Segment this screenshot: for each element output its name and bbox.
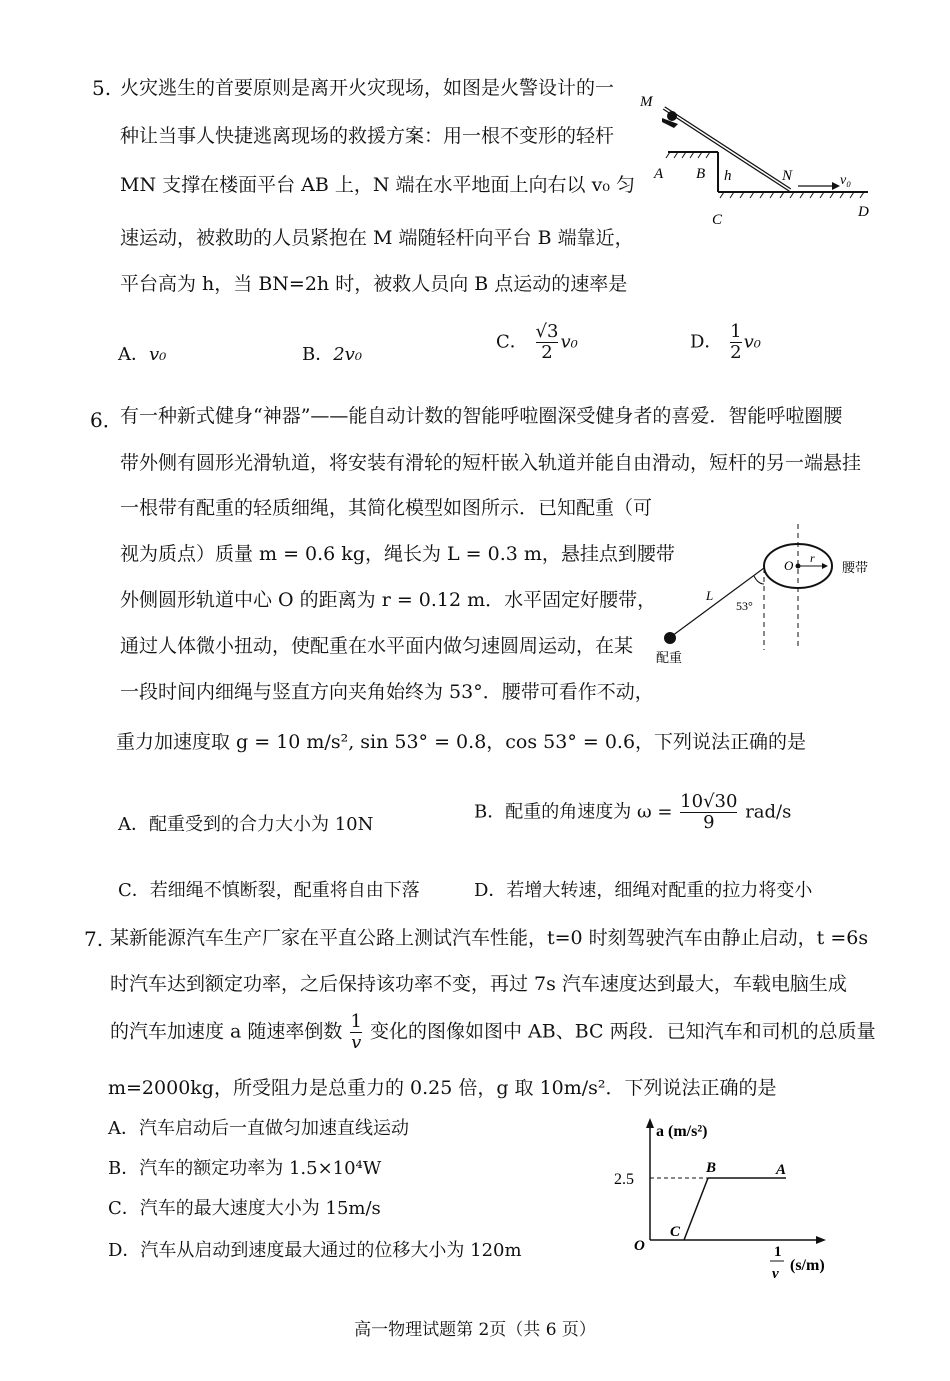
q5-number: 5.	[92, 76, 112, 100]
q5-label-A: A	[654, 166, 664, 182]
q5-label-C: C	[712, 212, 723, 228]
q6-label-O: O	[784, 558, 794, 573]
q5-label-M: M	[640, 94, 653, 110]
q7-option-c: C．汽车的最大速度大小为 15m/s	[108, 1198, 381, 1219]
q5-figure	[640, 88, 880, 233]
q7-line-3: 的汽车加速度 a 随速率倒数 $\frac{1}{v}$ 变化的图像如图中 AB、BC 两段．已知汽车和司机的总质量	[110, 1011, 876, 1053]
q6-option-d: D．若增大转速，细绳对配重的拉力将变小	[474, 880, 813, 901]
q6-label-belt: 腰带	[842, 560, 869, 575]
q7-option-a: A．汽车启动后一直做匀加速直线运动	[108, 1118, 409, 1139]
q5-line-3: MN 支撑在楼面平台 AB 上，N 端在水平地面上向右以 v₀ 匀	[120, 174, 635, 196]
q5-option-c-fraction: $\frac{√3}{2}$	[535, 321, 559, 363]
q7-option-d: D．汽车从启动到速度最大通过的位移大小为 120m	[108, 1240, 522, 1261]
q7-line-3-fraction: $\frac{1}{v}$	[350, 1011, 362, 1053]
q6-figure	[650, 524, 890, 669]
q5-label-h: h	[724, 168, 732, 184]
q6-line-5: 外侧圆形轨道中心 O 的距离为 r = 0.12 m．水平固定好腰带，	[120, 589, 657, 611]
q5-line-1: 火灾逃生的首要原则是离开火灾现场，如图是火警设计的一	[120, 77, 615, 99]
q7-y-tick: 2.5	[614, 1171, 634, 1188]
q6-line-2: 带外侧有圆形光滑轨道，将安装有滑轮的短杆嵌入轨道并能自由滑动，短杆的另一端悬挂	[120, 452, 862, 474]
q7-line-1: 某新能源汽车生产厂家在平直公路上测试汽车性能，t=0 时刻驾驶汽车由静止启动，t =6s	[110, 927, 869, 949]
q5-label-v0: v₀	[840, 173, 852, 188]
q6-weight	[664, 632, 676, 644]
q5-line-5: 平台高为 h，当 BN=2h 时，被救人员向 B 点运动的速率是	[120, 273, 628, 295]
q6-option-c: C．若细绳不慎断裂，配重将自由下落	[118, 880, 420, 901]
q6-option-b: B．配重的角速度为 ω = $\frac{10√30}{9}$ rad/s	[474, 791, 792, 833]
q7-line-2: 时汽车达到额定功率，之后保持该功率不变，再过 7s 汽车速度达到最大，车载电脑生成	[110, 973, 847, 995]
q7-origin: O	[634, 1238, 645, 1254]
q7-graph	[600, 1116, 850, 1286]
q6-option-a: A．配重受到的合力大小为 10N	[118, 814, 374, 835]
q5-option-b: B．2v₀	[302, 344, 363, 365]
q5-label-B: B	[696, 166, 706, 182]
q5-line-4: 速运动，被救助的人员紧抱在 M 端随轻杆向平台 B 端靠近，	[120, 227, 634, 249]
q7-label-C: C	[670, 1224, 681, 1240]
q5-option-d-fraction: $\frac{1}{2}$	[730, 321, 742, 363]
q5-option-c: C． $\frac{√3}{2}$ v₀	[496, 321, 578, 363]
q7-line-4: m=2000kg，所受阻力是总重力的 0.25 倍，g 取 10m/s²．下列说法正确的是	[108, 1077, 777, 1099]
q5-option-a: A．v₀	[118, 344, 167, 365]
q7-label-A: A	[776, 1162, 787, 1178]
q6-line-4: 视为质点）质量 m = 0.6 kg，绳长为 L = 0.3 m，悬挂点到腰带	[120, 543, 675, 565]
q7-segment-bc	[684, 1178, 708, 1240]
q6-line-6: 通过人体微小扭动，使配重在水平面内做匀速圆周运动，在某	[120, 635, 634, 657]
q5-label-D: D	[858, 204, 869, 220]
q5-line-2: 种让当事人快捷逃离现场的救援方案：用一根不变形的轻杆	[120, 125, 615, 147]
q6-option-b-fraction: $\frac{10√30}{9}$	[680, 791, 738, 833]
q6-label-r: r	[810, 551, 815, 565]
q6-label-weight: 配重	[656, 650, 683, 665]
q7-x-label-num: 1	[774, 1244, 782, 1260]
q7-label-B: B	[706, 1160, 717, 1176]
q7-y-axis-label: a (m/s²)	[656, 1123, 708, 1140]
q5-label-N: N	[782, 168, 793, 184]
q6-line-3: 一根带有配重的轻质细绳，其简化模型如图所示．已知配重（可	[120, 497, 653, 519]
q7-option-b: B．汽车的额定功率为 1.5×10⁴W	[108, 1158, 382, 1179]
q6-line-1: 有一种新式健身“神器”——能自动计数的智能呼啦圈深受健身者的喜爱．智能呼啦圈腰	[120, 405, 843, 427]
q6-number: 6．	[90, 408, 123, 432]
q7-x-label-den: v	[772, 1266, 779, 1282]
q6-label-angle: 53°	[736, 599, 753, 613]
q7-x-label-unit: (s/m)	[790, 1257, 825, 1274]
q5-option-d: D． $\frac{1}{2}$ v₀	[690, 321, 762, 363]
q7-number: 7.	[84, 927, 104, 951]
page-footer: 高一物理试题第 2页（共 6 页）	[354, 1320, 596, 1340]
q6-line-8: 重力加速度取 g = 10 m/s², sin 53° = 0.8，cos 53° = 0.6，下列说法正确的是	[116, 731, 807, 753]
q6-label-L: L	[706, 588, 714, 603]
q6-line-7: 一段时间内细绳与竖直方向夹角始终为 53°．腰带可看作不动，	[120, 681, 654, 703]
